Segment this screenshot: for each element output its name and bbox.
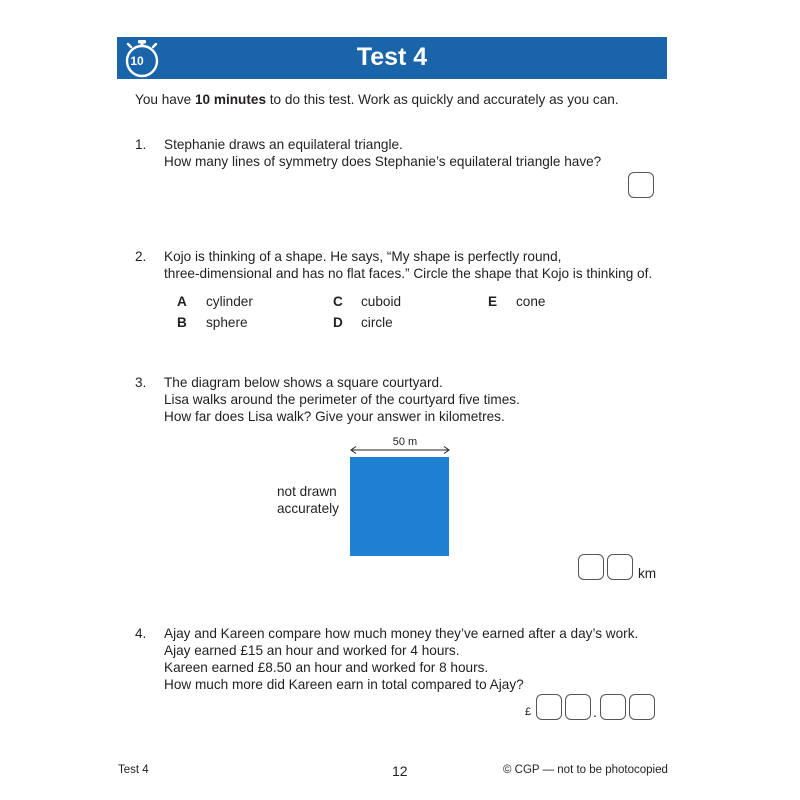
question-3-line: Lisa walks around the perimeter of the courtyard five times. bbox=[164, 392, 520, 407]
page-number: 12 bbox=[392, 763, 408, 779]
option-letter: C bbox=[333, 294, 343, 309]
question-2-line: three-dimensional and has no flat faces.” Circle the shape that Kojo is thinking of. bbox=[164, 266, 653, 281]
currency-symbol: £ bbox=[525, 706, 532, 718]
question-4-line: How much more did Kareen earn in total compared to Ajay? bbox=[164, 677, 524, 692]
question-3-answer-box-1[interactable] bbox=[578, 554, 604, 580]
instructions bbox=[135, 91, 619, 108]
option-letter: A bbox=[177, 294, 187, 309]
question-1-answer-box[interactable] bbox=[628, 172, 654, 198]
question-3-number: 3. bbox=[135, 375, 147, 390]
question-1-text bbox=[164, 136, 601, 170]
decimal-point: . bbox=[593, 704, 597, 720]
option-letter: E bbox=[488, 294, 498, 309]
dimension-label: 50 m bbox=[392, 436, 418, 448]
question-2-number: 2. bbox=[135, 249, 147, 264]
unit-label: km bbox=[638, 566, 657, 581]
question-4-answer-box-3[interactable] bbox=[600, 694, 626, 720]
option-letter: B bbox=[177, 315, 187, 330]
not-drawn-note bbox=[277, 483, 339, 517]
question-1-line: Stephanie draws an equilateral triangle. bbox=[164, 137, 403, 152]
option-text: circle bbox=[361, 315, 393, 330]
question-1-number: 1. bbox=[135, 137, 147, 152]
timer-minutes: 10 bbox=[130, 54, 144, 68]
copyright-notice: © CGP — not to be photocopied bbox=[503, 764, 668, 776]
option-text: cylinder bbox=[206, 294, 253, 309]
question-4-answer-box-4[interactable] bbox=[629, 694, 655, 720]
question-4-line: Ajay earned £15 an hour and worked for 4 hours. bbox=[164, 643, 460, 658]
question-4-line: Ajay and Kareen compare how much money they’ve earned after a day’s work. bbox=[164, 626, 639, 641]
option-text: cuboid bbox=[361, 294, 402, 309]
question-3-text bbox=[164, 374, 520, 425]
question-4-text bbox=[164, 625, 638, 693]
option-text: sphere bbox=[206, 315, 248, 330]
question-4-line: Kareen earned £8.50 an hour and worked for 8 hours. bbox=[164, 660, 489, 675]
test-header bbox=[117, 37, 667, 79]
question-4-answer-box-1[interactable] bbox=[536, 694, 562, 720]
question-4-answer-box-2[interactable] bbox=[565, 694, 591, 720]
courtyard-square bbox=[350, 457, 449, 556]
option-text: cone bbox=[516, 294, 546, 309]
question-3-line: The diagram below shows a square courtyard. bbox=[164, 375, 443, 390]
footer-test-label: Test 4 bbox=[118, 764, 149, 776]
question-4-number: 4. bbox=[135, 626, 147, 641]
instructions-time: 10 minutes bbox=[194, 92, 266, 107]
question-3-line: How far does Lisa walk? Give your answer in kilometres. bbox=[164, 409, 505, 424]
option-letter: D bbox=[333, 315, 343, 330]
question-2-line: Kojo is thinking of a shape. He says, “My shape is perfectly round, bbox=[164, 249, 562, 264]
note-line: accurately bbox=[277, 501, 339, 516]
note-line: not drawn bbox=[277, 484, 337, 499]
question-3-answer-box-2[interactable] bbox=[607, 554, 633, 580]
instructions-text: You have bbox=[135, 92, 195, 107]
question-1-line: How many lines of symmetry does Stephanie’s equilateral triangle have? bbox=[164, 154, 602, 169]
page-title: Test 4 bbox=[356, 43, 428, 71]
instructions-text-rest: to do this test. Work as quickly and accurately as you can. bbox=[266, 92, 619, 107]
question-2-text bbox=[164, 248, 652, 282]
